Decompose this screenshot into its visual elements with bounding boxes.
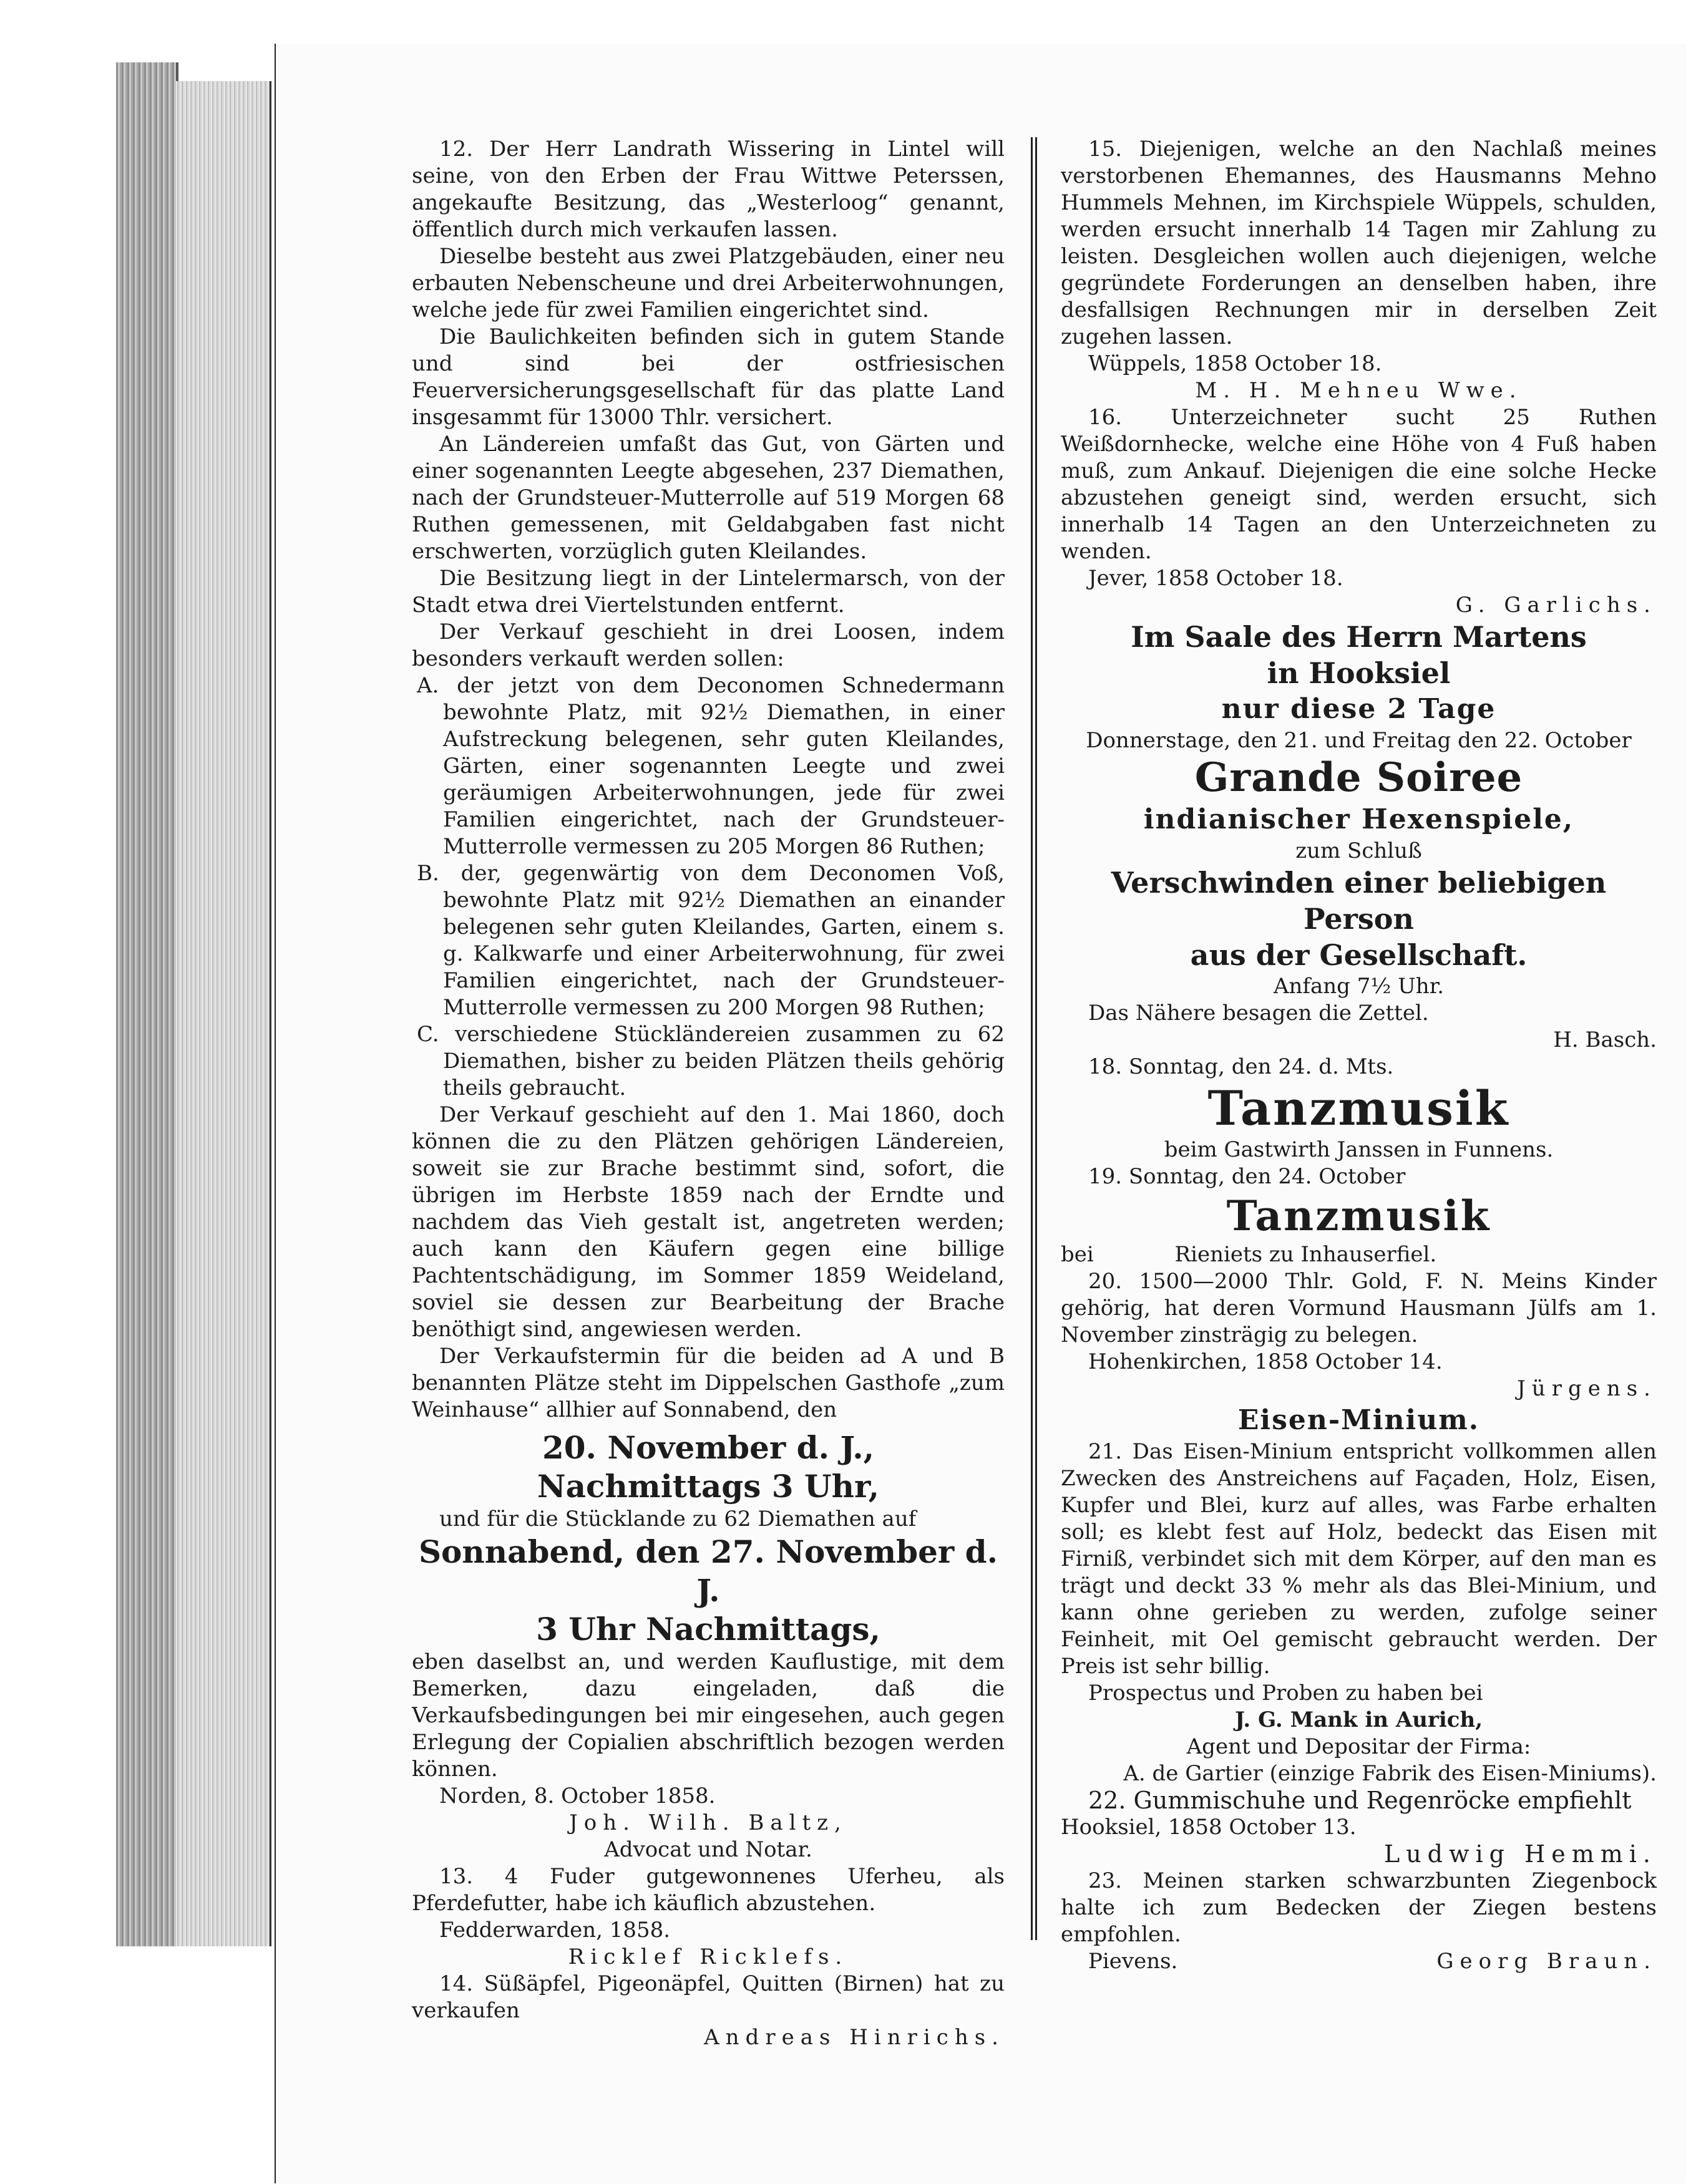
ad-12-auction-place: Der Verkaufstermin für die beiden ad A und B benannten Plätze steht im Dippelschen Gasthofe „zum Weinhause“ allhier auf Sonnabend, den (412, 1344, 1005, 1422)
ad-17-heading-1: Im Saale des Herrn Martens (1131, 620, 1587, 654)
ad-17-title: Grande Soiree (1194, 754, 1523, 801)
ad-21-firm: A. de Gartier (einzige Fabrik des Eisen-Miniums). (1123, 1761, 1657, 1786)
book-binding (116, 62, 178, 1946)
auction-time-2: 3 Uhr Nachmittags, (536, 1611, 880, 1648)
lot-b: B. der, gegenwärtig von dem Deconomen Voß, bewohnte Platz mit 92½ Diemathen an einander belegenen sehr guten Kleilandes, Garten, einem s. g. Kalkwarfe und einer Arbeiterwohnung, für zwei Familien eingerichtet, nach der Grundsteuer-Mutterrolle vermessen zu 200 Morgen 98 Ruthen; (417, 861, 1005, 1020)
ad-12-terms: Der Verkauf geschieht auf den 1. Mai 1860, doch können die zu den Plätzen gehörigen Ländereien, soweit sie zur Brache bestimmt sind, sofort, die übrigen im Herbste 1859 nach der Erndte und nachdem das Vieh gestalt ist, angetreten werden; auch kann den Käufern gegen eine billige Pachtentschädigung, im Sommer 1859 Weideland, soviel sie dessen zur Bearbeitung der Brache benöthigt sind, angewiesen werden. (412, 1102, 1005, 1342)
ad-12-parcels: und für die Stücklande zu 62 Diemathen auf (439, 1507, 917, 1531)
ad-17-dates: Donnerstage, den 21. und Freitag den 22. October (1086, 728, 1632, 753)
ad-22: 22. Gummischuhe und Regenröcke empfiehlt (1088, 1787, 1632, 1814)
ad-17-signature: H. Basch. (1553, 1027, 1657, 1052)
ad-12-land: An Ländereien umfaßt das Gut, von Gärten und einer sogenannten Leegte abgesehen, 237 Diemathen, nach der Grundsteuer-Mutterrolle auf 519 Morgen 68 Ruthen gemessenen, mit Geldabgaben fast nicht erschwerten, vorzüglich guten Kleilandes. (412, 432, 1005, 564)
ad-21: 21. Das Eisen-Minium entspricht vollkommen allen Zwecken des Anstreichens auf Façaden, Holz, Eisen, Kupfer und Blei, kurz auf alles, was Farbe erhalten soll; es klebt fest auf Holz, bedeckt das Eisen mit Firniß, verbindet sich mit dem Körper, auf den man es trägt und deckt 33 % mehr als das Blei-Minium, und kann ohne gerieben zu werden, zufolge seiner Feinheit, mit Oel gemischt gebraucht werden. Der Preis ist sehr billig. (1061, 1439, 1657, 1679)
ad-13-place: Fedderwarden, 1858. (439, 1918, 671, 1943)
ad-21-agent-title: Agent und Depositar der Firma: (1186, 1734, 1531, 1759)
auction-time-1: Nachmittags 3 Uhr, (537, 1468, 880, 1505)
ad-17-zum-schluss: zum Schluß (1295, 838, 1422, 863)
ad-20: 20. 1500—2000 Thlr. Gold, F. N. Meins Kinder gehörig, hat deren Vormund Hausmann Jülfs am 1. November zinsträgig zu belegen. (1061, 1269, 1657, 1347)
ad-12-signature: Joh. Wilh. Baltz, (569, 1810, 847, 1835)
auction-date-2: Sonnabend, den 27. November d. J. (418, 1533, 998, 1609)
ad-12-lots-intro: Der Verkauf geschieht in drei Loosen, indem besonders verkauft werden sollen: (412, 619, 1005, 671)
book-page-edges (176, 81, 271, 1946)
ad-14: 14. Süßäpfel, Pigeonäpfel, Quitten (Birnen) hat zu verkaufen (412, 1971, 1005, 2023)
auction-date-1: 20. November d. J., (542, 1429, 875, 1466)
ad-15-signature: M. H. Mehneu Wwe. (1195, 378, 1523, 403)
lot-c: C. verschiedene Stückländereien zusammen zu 62 Diemathen, bisher zu beiden Plätzen theils gehörig theils gebraucht. (417, 1022, 1005, 1100)
left-column (412, 136, 1005, 2051)
ad-15-place: Wüppels, 1858 October 18. (1088, 351, 1382, 376)
ad-15: 15. Diejenigen, welche an den Nachlaß meines verstorbenen Ehemannes, des Hausmanns Mehno Hummels Mehnen, im Kirchspiele Wüppels, schulden, werden ersucht innerhalb 14 Tagen mir Zahlung zu leisten. Desgleichen wollen auch diejenigen, welche gegründete Forderungen an denselben haben, ihre desfallsigen Rechnungen mir in derselben Zeit zugehen lassen. (1061, 137, 1657, 349)
ad-12-place-date: Norden, 8. October 1858. (439, 1784, 716, 1808)
ad-23-place: Pievens. (1088, 1949, 1178, 1974)
column-divider (1031, 137, 1033, 1940)
ad-16-signature: G. Garlichs. (1455, 593, 1657, 618)
ad-19-venue (1061, 1241, 1657, 1268)
ad-17-subtitle: indianischer Hexenspiele, (1143, 803, 1574, 835)
ad-12-signature-title: Advocat und Notar. (604, 1837, 812, 1862)
ad-18: 18. Sonntag, den 24. d. Mts. (1088, 1054, 1394, 1079)
ad-23: 23. Meinen starken schwarzbunten Ziegenbock halte ich zum Bedecken der Ziegen bestens empfohlen. (1061, 1868, 1657, 1947)
ad-21-agent: J. G. Mank in Aurich, (1234, 1707, 1483, 1732)
ad-22-place: Hooksiel, 1858 October 13. (1061, 1815, 1357, 1840)
ad-17-note: Das Nähere besagen die Zettel. (1088, 1001, 1429, 1026)
ad-23-signature: Georg Braun. (1436, 1949, 1657, 1974)
ad-21-prospectus: Prospectus und Proben zu haben bei (1088, 1681, 1483, 1706)
ad-19-venue-name: Rieniets zu Inhauserfiel. (1174, 1242, 1437, 1267)
ad-20-place: Hohenkirchen, 1858 October 14. (1088, 1349, 1443, 1374)
ad-13: 13. 4 Fuder gutgewonnenes Uferheu, als Pferdefutter, habe ich käuflich abzustehen. (412, 1864, 1005, 1916)
ad-17-heading-3: nur diese 2 Tage (1221, 693, 1496, 725)
ad-21-heading: Eisen-Minium. (1237, 1404, 1480, 1436)
ad-18-venue: beim Gastwirth Janssen in Funnens. (1164, 1137, 1554, 1162)
ad-19-venue-bei: bei (1061, 1242, 1094, 1267)
ad-13-signature: Ricklef Ricklefs. (568, 1944, 849, 1969)
ad-17-start-time: Anfang 7½ Uhr. (1273, 974, 1445, 999)
ad-16-place: Jever, 1858 October 18. (1088, 566, 1343, 591)
ad-19: 19. Sonntag, den 24. October (1088, 1164, 1406, 1189)
ad-14-signature: Andreas Hinrichs. (704, 2025, 1005, 2050)
right-column (1061, 136, 1657, 1975)
ad-17-finale-2: aus der Gesellschaft. (1190, 938, 1528, 972)
ad-12-location: Die Besitzung liegt in der Lintelermarsch, von der Stadt etwa drei Viertelstunden entfernt. (412, 566, 1005, 618)
ad-23-footer (1061, 1948, 1657, 1975)
ad-12-insurance: Die Baulichkeiten befinden sich in gutem Stande und sind bei der ostfriesischen Feuerversicherungsgesellschaft für das platte Land insgesammt für 13000 Thlr. versichert. (412, 324, 1005, 430)
ad-12-closing: eben daselbst an, und werden Kauflustige, mit dem Bemerken, dazu eingeladen, daß die Verkaufsbedingungen bei mir eingesehen, auch gegen Erlegung der Copialien abschriftlich bezogen werden können. (412, 1649, 1005, 1782)
lot-a: A. der jetzt von dem Deconomen Schnedermann bewohnte Platz, mit 92½ Diemathen, in einer Aufstreckung belegenen, sehr guten Kleilandes, Gärten, einer sogenannten Leegte und zwei geräumigen Arbeiterwohnungen, jede für zwei Familien eingerichtet, nach der Grundsteuer-Mutterrolle vermessen zu 205 Morgen 86 Ruthen; (417, 673, 1005, 859)
ad-17-heading-2: in Hooksiel (1267, 656, 1451, 690)
ad-20-signature: Jürgens. (1517, 1376, 1657, 1401)
ad-12-buildings: Dieselbe besteht aus zwei Platzgebäuden, einer neu erbauten Nebenscheune und drei Arbeiterwohnungen, welche jede für zwei Familien eingerichtet sind. (412, 244, 1005, 323)
ad-19-title: Tanzmusik (1226, 1191, 1491, 1240)
ad-18-title: Tanzmusik (1207, 1080, 1510, 1136)
ad-16: 16. Unterzeichneter sucht 25 Ruthen Weißdornhecke, welche eine Höhe von 4 Fuß haben muß, zum Ankauf. Diejenigen die eine solche Hecke abzustehen geneigt sind, werden ersucht, sich innerhalb 14 Tagen an den Unterzeichneten zu wenden. (1061, 405, 1657, 564)
ad-12-intro: 12. Der Herr Landrath Wissering in Lintel will seine, von den Erben der Frau Wittwe Peterssen, angekaufte Besitzung, das „Westerloog“ genannt, öffentlich durch mich verkaufen lassen. (412, 137, 1005, 242)
ad-17-finale-1: Verschwinden einer beliebigen Person (1111, 866, 1607, 936)
ad-22-signature: Ludwig Hemmi. (1383, 1840, 1657, 1868)
